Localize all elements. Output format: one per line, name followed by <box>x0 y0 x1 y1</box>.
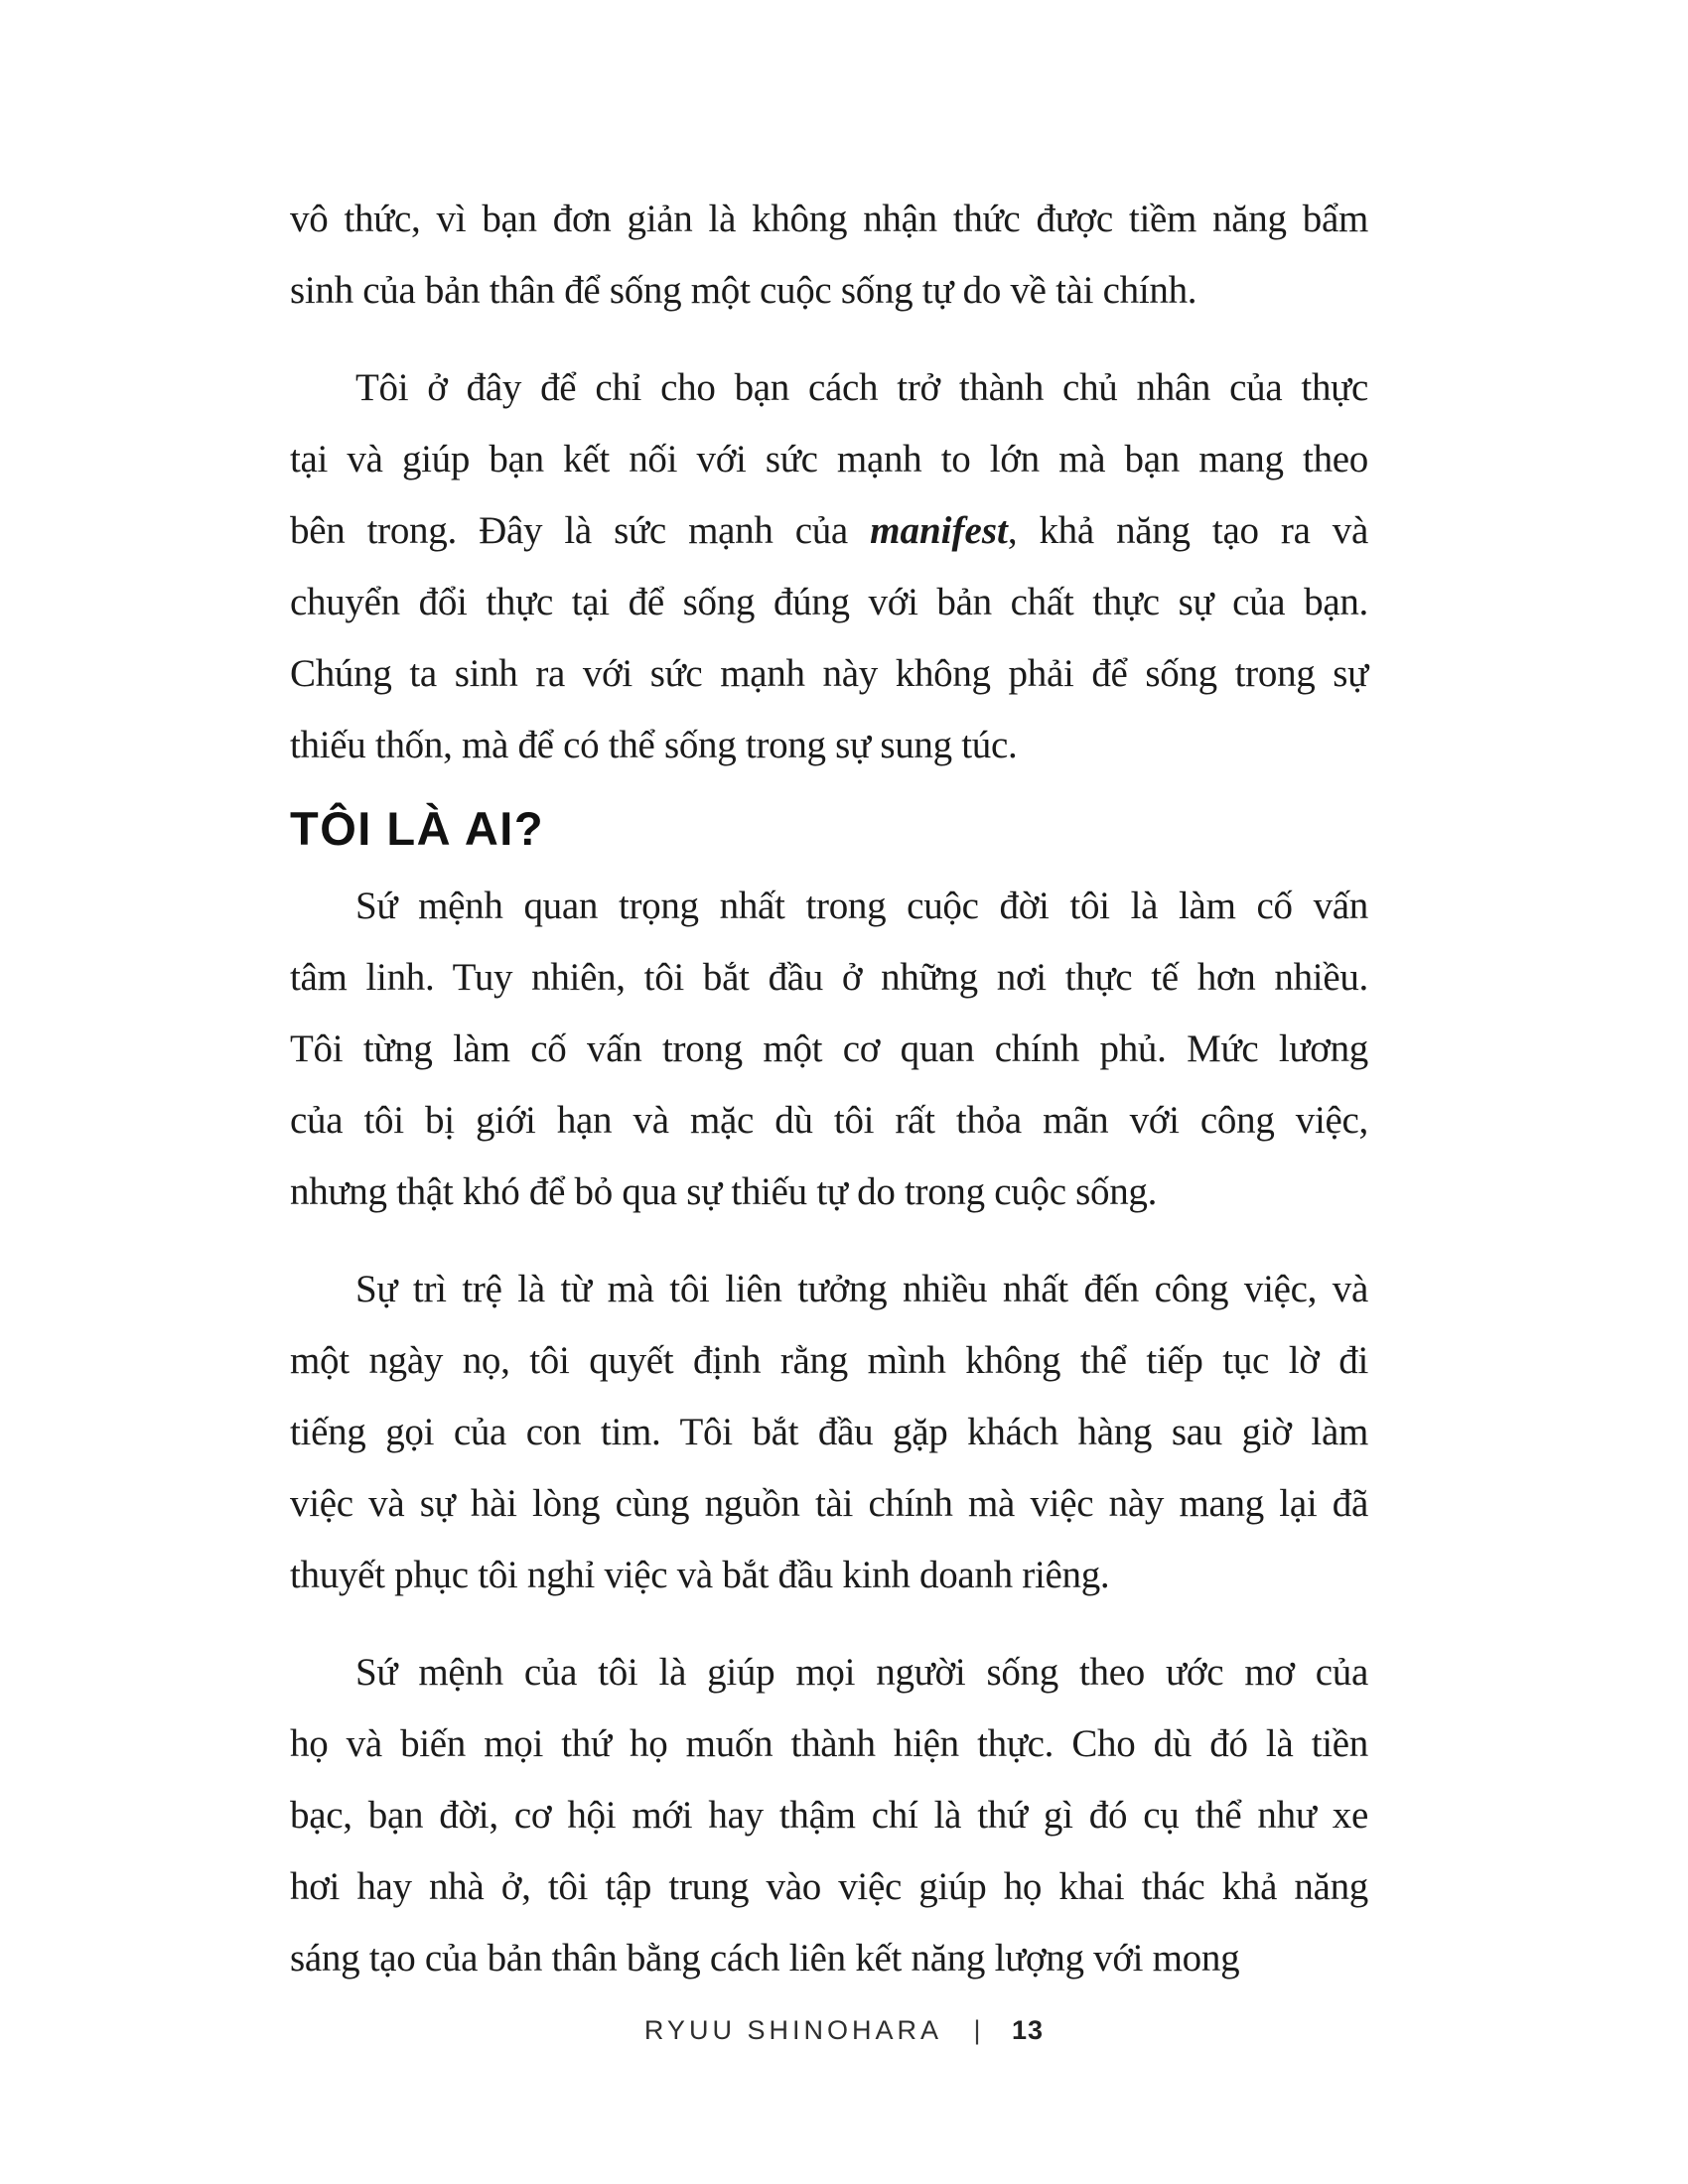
paragraph <box>290 1254 1368 1611</box>
text-line: sáng tạo của bản thân bằng cách liên kết năng lượng với mong <box>290 1937 1240 1979</box>
text-line: vô thức, vì bạn đơn giản là không nhận thức được tiềm năng bẩm <box>290 198 1368 240</box>
text-line: tại và giúp bạn kết nối với sức mạnh to lớn mà bạn mang theo <box>290 438 1368 480</box>
text-line: việc và sự hài lòng cùng nguồn tài chính mà việc này mang lại đã <box>290 1482 1368 1525</box>
page-content <box>290 0 1368 1994</box>
page-footer <box>0 2015 1688 2046</box>
paragraph <box>290 871 1368 1228</box>
text-line: thiếu thốn, mà để có thể sống trong sự sung túc. <box>290 724 1018 766</box>
text-line: một ngày nọ, tôi quyết định rằng mình không thể tiếp tục lờ đi <box>290 1339 1368 1382</box>
paragraph <box>290 352 1368 781</box>
text-line: Chúng ta sinh ra với sức mạnh này không phải để sống trong sự <box>290 652 1368 695</box>
text-line: hơi hay nhà ở, tôi tập trung vào việc giúp họ khai thác khả năng <box>290 1865 1368 1908</box>
footer-page-number: 13 <box>1012 2015 1045 2045</box>
footer-separator: | <box>973 2015 981 2045</box>
text-line: tâm linh. Tuy nhiên, tôi bắt đầu ở những nơi thực tế hơn nhiều. <box>290 956 1368 999</box>
text-line: họ và biến mọi thứ họ muốn thành hiện thực. Cho dù đó là tiền <box>290 1722 1368 1765</box>
paragraph <box>290 184 1368 327</box>
text-line: nhưng thật khó để bỏ qua sự thiếu tự do trong cuộc sống. <box>290 1170 1158 1213</box>
section-heading: TÔI LÀ AI? <box>290 802 545 855</box>
text-line: bạc, bạn đời, cơ hội mới hay thậm chí là thứ gì đó cụ thể như xe <box>290 1794 1368 1837</box>
text-line: Sự trì trệ là từ mà tôi liên tưởng nhiều nhất đến công việc, và <box>355 1268 1368 1310</box>
footer-author: RYUU SHINOHARA <box>643 2015 942 2045</box>
text-line: Sứ mệnh quan trọng nhất trong cuộc đời tôi là làm cố vấn <box>355 885 1368 927</box>
text-line: thuyết phục tôi nghỉ việc và bắt đầu kinh doanh riêng. <box>290 1554 1110 1596</box>
text-line: của tôi bị giới hạn và mặc dù tôi rất thỏa mãn với công việc, <box>290 1099 1368 1142</box>
text-line: tiếng gọi của con tim. Tôi bắt đầu gặp khách hàng sau giờ làm <box>290 1411 1368 1453</box>
text-line: Tôi ở đây để chỉ cho bạn cách trở thành chủ nhân của thực <box>355 366 1368 409</box>
text-line: Sứ mệnh của tôi là giúp mọi người sống theo ước mơ của <box>355 1651 1368 1694</box>
text-line: Tôi từng làm cố vấn trong một cơ quan chính phủ. Mức lương <box>290 1027 1368 1070</box>
text-line: chuyển đổi thực tại để sống đúng với bản chất thực sự của bạn. <box>290 581 1368 623</box>
emphasized-term: manifest <box>870 509 1008 552</box>
who-am-i-paragraphs <box>290 871 1368 1994</box>
paragraph <box>290 1637 1368 1994</box>
text-line: bên trong. Đây là sức mạnh của manifest, khả năng tạo ra và <box>290 509 1368 552</box>
text-line: sinh của bản thân để sống một cuộc sống tự do về tài chính. <box>290 269 1197 312</box>
intro-paragraphs <box>290 184 1368 781</box>
